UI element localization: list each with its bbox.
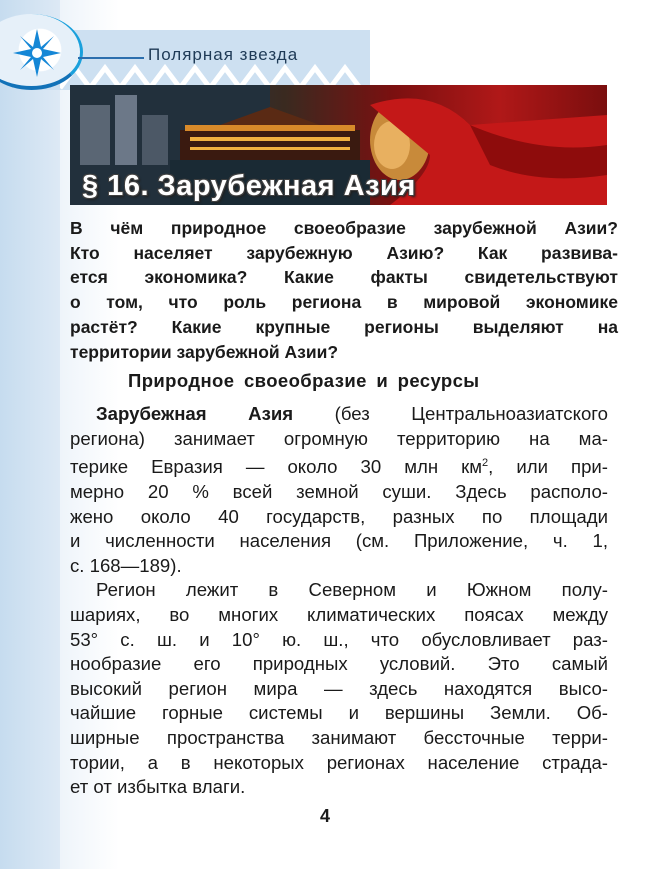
text-line: с. 168—189). <box>70 554 182 576</box>
text-line: региона) занимает огромную территорию на ма- <box>70 427 608 449</box>
subheading: Природное своеобразие и ресурсы <box>128 370 480 391</box>
page-number: 4 <box>319 806 330 826</box>
text-line: нообразие его природных условий. Это самый <box>70 653 608 675</box>
text-line: высокий регион мира — здесь находятся высо- <box>70 677 608 699</box>
question-line: растёт? Какие крупные регионы выделяют на <box>70 316 618 337</box>
star-icon <box>12 28 62 78</box>
text-fragment: терике Евразия — около 30 млн км <box>70 456 483 478</box>
text-line: ширные пространства занимают бессточные терри- <box>70 726 608 748</box>
text-line: Регион лежит в Северном и Южном полу- <box>96 579 608 601</box>
question-line: В чём природное своеобразие зарубежной Азии? <box>70 218 618 238</box>
lead-questions <box>70 216 618 364</box>
question-line: Кто населяет зарубежную Азию? Как развива- <box>70 242 618 263</box>
text-line: жено около 40 государств, разных по площади <box>70 505 608 527</box>
section-title: § 16. Зарубежная Азия <box>82 170 416 202</box>
text-line: чайшие горные системы и вершины Земли. Об- <box>70 702 608 724</box>
key-term: Зарубежная Азия <box>96 403 294 424</box>
text-line: шариях, во многих климатических поясах между <box>70 603 608 625</box>
text-line <box>70 451 608 480</box>
text-line: тории, а в некоторых регионах население страда- <box>70 751 608 773</box>
text-line: и численности населения (см. Приложение, ч. 1, <box>70 530 608 552</box>
running-title: Полярная звезда <box>148 45 299 64</box>
text-fragment: (без Центральноазиатского <box>293 403 608 424</box>
question-line: о том, что роль региона в мировой экономике <box>70 292 618 313</box>
text-line: 53° с. ш. и 10° ю. ш., что обусловливает раз- <box>70 628 608 650</box>
header-rule <box>78 57 144 59</box>
text-line <box>70 402 608 427</box>
question-line: ется экономика? Какие факты свидетельствуют <box>70 267 618 288</box>
superscript: 2 <box>482 457 489 470</box>
question-line: территории зарубежной Азии? <box>70 341 339 362</box>
body-text <box>70 402 608 800</box>
text-line: мерно 20 % всей земной суши. Здесь располо- <box>70 480 608 502</box>
text-fragment: , или при- <box>488 456 608 478</box>
text-line: ет от избытка влаги. <box>70 776 246 798</box>
page-margin <box>0 0 60 869</box>
